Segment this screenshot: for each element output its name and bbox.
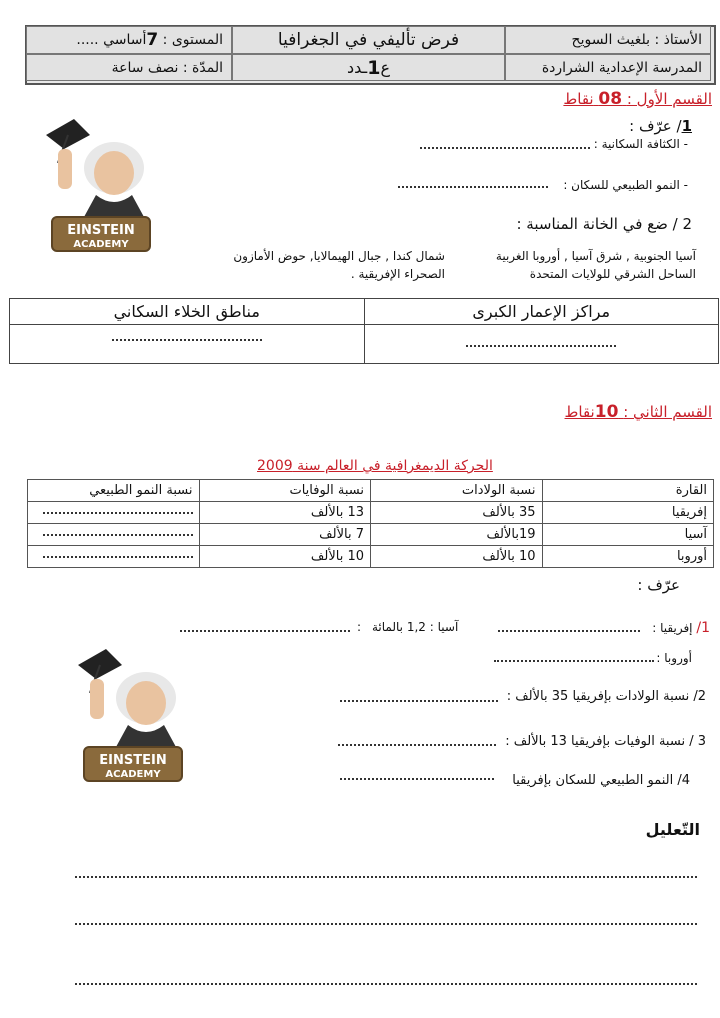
deaths-cell: 7 بالألف bbox=[199, 524, 371, 546]
births-cell: 35 بالألف bbox=[371, 502, 543, 524]
q1-number: 1 bbox=[681, 117, 692, 135]
section2-points-unit: نقاط bbox=[564, 403, 595, 421]
q2-word-bank-1: آسيا الجنوبية , شرق آسيا , أوروبا الغربية الساحل الشرقي للولايات المتحدة bbox=[495, 249, 696, 281]
table-row bbox=[28, 502, 714, 524]
continent-cell: إفريقيا bbox=[542, 502, 714, 524]
q3-deaths: 3 / نسبة الوفيات بإفريقيا 13 بالألف : bbox=[505, 734, 706, 749]
answer-line[interactable] bbox=[75, 983, 697, 985]
growth-answer-cell[interactable] bbox=[28, 524, 200, 546]
teacher-cell bbox=[505, 26, 711, 54]
q1-colon: : bbox=[357, 620, 362, 634]
column-header: نسبة النمو الطبيعي bbox=[28, 480, 200, 502]
q1-item-growth: - النمو الطبيعي للسكان : bbox=[563, 178, 688, 192]
deaths-cell: 10 بالألف bbox=[199, 546, 371, 568]
duration-cell bbox=[26, 54, 232, 81]
level-number: 7 bbox=[146, 30, 159, 50]
table-header: مناطق الخلاء السكاني bbox=[10, 299, 365, 325]
classification-table bbox=[9, 298, 719, 364]
column-header: نسبة الوفايات bbox=[199, 480, 371, 502]
answer-line[interactable] bbox=[340, 778, 494, 780]
section1-title: القسم الأول : 08 نقاط bbox=[563, 89, 712, 109]
answer-line[interactable] bbox=[75, 923, 697, 925]
level-cell bbox=[26, 26, 232, 54]
number-cell bbox=[232, 54, 505, 81]
q1-africa-label: إفريقيا : bbox=[652, 621, 693, 635]
exam-title: فرض تأليفي في الجغرافيا bbox=[277, 30, 460, 50]
answer-line[interactable] bbox=[494, 660, 654, 662]
q1-heading bbox=[629, 117, 692, 135]
demography-table bbox=[27, 479, 714, 568]
svg-text:ACADEMY: ACADEMY bbox=[105, 769, 161, 780]
answer-line[interactable] bbox=[398, 186, 548, 188]
continent-cell: آسيا bbox=[542, 524, 714, 546]
svg-text:EINSTEIN: EINSTEIN bbox=[67, 223, 135, 238]
column-header: القارة bbox=[542, 480, 714, 502]
column-header: نسبة الولادات bbox=[371, 480, 543, 502]
q2-births: 2/ نسبة الولادات بإفريقيا 35 بالألف : bbox=[506, 689, 706, 704]
duration-text: المدّة : نصف ساعة bbox=[111, 59, 223, 76]
answer-line[interactable] bbox=[338, 744, 496, 746]
section2-points: 10 bbox=[594, 402, 619, 422]
analysis-title: التّعليل bbox=[645, 820, 700, 839]
q1-item-density: - الكثافة السكانية : bbox=[593, 137, 688, 151]
section1-points: 08 bbox=[598, 89, 623, 109]
answer-line[interactable] bbox=[180, 630, 350, 632]
answer-line[interactable] bbox=[498, 630, 640, 632]
einstein-academy-logo bbox=[76, 643, 186, 783]
s2-q1-number: 1/ bbox=[696, 620, 710, 636]
einstein-academy-logo bbox=[44, 113, 154, 253]
svg-text:EINSTEIN: EINSTEIN bbox=[99, 753, 167, 768]
section2-title: القسم الثاني : 10نقاط bbox=[564, 402, 712, 422]
q1-row bbox=[652, 620, 710, 636]
svg-text:ACADEMY: ACADEMY bbox=[73, 239, 129, 250]
exam-number: 1 bbox=[367, 56, 381, 79]
growth-answer-cell[interactable] bbox=[28, 546, 200, 568]
deaths-cell: 13 بالألف bbox=[199, 502, 371, 524]
exam-number-prefix: ع bbox=[380, 58, 390, 77]
answer-cell[interactable] bbox=[10, 325, 365, 364]
table-row bbox=[28, 524, 714, 546]
q2-label: 2 / ضع في الخانة المناسبة : bbox=[516, 215, 692, 233]
continent-cell: أوروبا bbox=[542, 546, 714, 568]
births-cell: 10 بالألف bbox=[371, 546, 543, 568]
q1-europe-label: أوروبا : bbox=[656, 651, 692, 665]
answer-cell[interactable] bbox=[364, 325, 719, 364]
section1-points-unit: نقاط bbox=[563, 90, 594, 108]
title-cell bbox=[232, 26, 505, 54]
define-label: عرّف : bbox=[637, 576, 680, 594]
level-text: أساسي ..... bbox=[76, 32, 147, 48]
q1-asia-label: آسيا : 1,2 بالمائة bbox=[372, 620, 459, 634]
growth-answer-cell[interactable] bbox=[28, 502, 200, 524]
answer-line[interactable] bbox=[420, 147, 590, 149]
q1-label: / عرّف : bbox=[629, 117, 682, 135]
q2-word-bank-2: شمال كندا , جبال الهيمالايا, حوض الأمازون الصحراء الإفريقية . bbox=[233, 249, 445, 281]
demography-table-title: الحركة الديمغرافية في العالم سنة 2009 bbox=[257, 458, 493, 474]
q4-growth: 4/ النمو الطبيعي للسكان بإفريقيا bbox=[512, 773, 690, 788]
school-cell bbox=[505, 54, 711, 81]
school-name: المدرسة الإعدادية الشراردة bbox=[541, 59, 702, 76]
births-cell: 19بالألف bbox=[371, 524, 543, 546]
table-row bbox=[28, 546, 714, 568]
answer-line[interactable] bbox=[75, 876, 697, 878]
exam-number-suffix: ـدد bbox=[347, 58, 368, 77]
answer-line[interactable] bbox=[340, 700, 498, 702]
level-label: المستوى : bbox=[162, 32, 223, 48]
teacher-name: الأستاذ : بلغيث السويح bbox=[571, 32, 702, 48]
table-header: مراكز الإعمار الكبرى bbox=[364, 299, 719, 325]
